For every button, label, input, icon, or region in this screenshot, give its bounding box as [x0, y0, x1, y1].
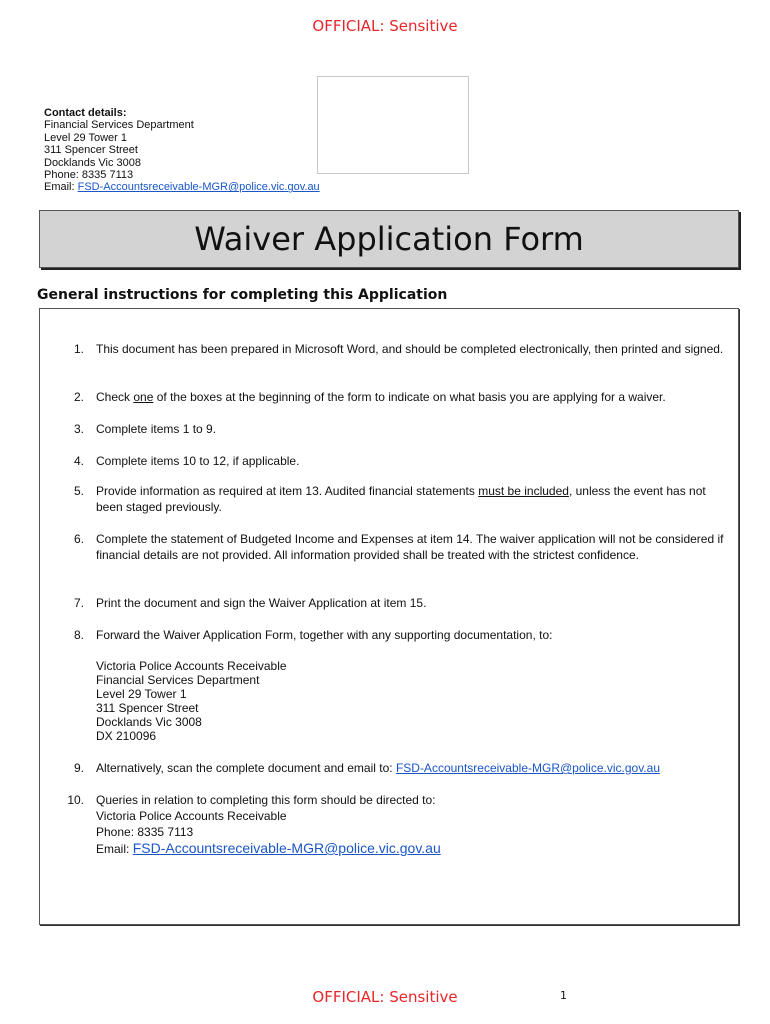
contact-email-row [44, 181, 320, 193]
contact-city: Docklands Vic 3008 [44, 156, 142, 169]
contact-email-label: Email: [44, 181, 75, 194]
page-number: 1 [560, 989, 567, 1002]
item-number: 7. [73, 596, 84, 610]
email-link[interactable]: FSD-Accountsreceivable-MGR@police.vic.gov.au [132, 840, 441, 856]
instructions-box [39, 308, 739, 925]
item-number: 3. [73, 422, 84, 436]
emphasis-underline: must be included [478, 484, 569, 498]
address-line: 311 Spencer Street [96, 701, 199, 715]
page-title: Waiver Application Form [194, 220, 584, 258]
item-text: Queries in relation to completing this form should be directed to: Victoria Police Accounts Receivable Phone: 8335 7113 Email: FSD-Accountsreceivable-MGR@police.vic.gov.au [96, 793, 441, 856]
item-text: Complete items 10 to 12, if applicable. [96, 454, 300, 468]
classification-footer: OFFICIAL: Sensitive [312, 988, 458, 1006]
emphasis-underline: one [133, 390, 154, 404]
item-text: This document has been prepared in Microsoft Word, and should be completed electronically, then printed and signed. [96, 342, 724, 356]
contact-email-link[interactable]: FSD-Accountsreceivable-MGR@police.vic.gov.au [77, 181, 320, 194]
item-text: Complete the statement of Budgeted Income and Expenses at item 14. The waiver application will not be considered if financial details are not provided. All information provided shall be treated with the strictest confidence. [96, 532, 724, 562]
classification-header: OFFICIAL: Sensitive [312, 17, 458, 35]
address-line: Financial Services Department [96, 673, 260, 687]
item-number: 2. [73, 390, 84, 404]
item-text: Forward the Waiver Application Form, together with any supporting documentation, to: Victoria Police Accounts Receivable Financial Services Department Level 29 Tower 1 311 Spencer Street Docklands Vic 3008 DX 210096 [96, 627, 732, 743]
address-line: Victoria Police Accounts Receivable [96, 659, 287, 673]
contact-department: Financial Services Department [44, 119, 194, 132]
address-line: Docklands Vic 3008 [96, 715, 202, 729]
email-link[interactable]: FSD-Accountsreceivable-MGR@police.vic.gov.au [395, 761, 660, 775]
section-heading: General instructions for completing this Application [37, 287, 448, 303]
logo-placeholder [317, 76, 469, 174]
address-line: Level 29 Tower 1 [96, 687, 187, 701]
item-number: 4. [73, 454, 84, 468]
contact-level: Level 29 Tower 1 [44, 131, 127, 144]
item-number: 10. [67, 793, 84, 807]
address-line: DX 210096 [96, 729, 157, 743]
title-banner [39, 210, 739, 268]
item-number: 6. [73, 532, 84, 546]
item-text: Print the document and sign the Waiver Application at item 15. [96, 596, 427, 610]
contact-street: 311 Spencer Street [44, 144, 138, 157]
item-number: 5. [73, 484, 84, 498]
item-number: 1. [73, 342, 84, 356]
item-number: 9. [73, 761, 84, 775]
contact-heading: Contact details: [44, 107, 127, 119]
item-text: Provide information as required at item 13. Audited financial statements must be included, unless the event has not been staged previously. [96, 484, 706, 514]
item-text: Alternatively, scan the complete document and email to: FSD-Accountsreceivable-MGR@police.vic.gov.au [96, 761, 660, 775]
item-number: 8. [73, 628, 84, 642]
contact-details [44, 107, 320, 194]
item-text: Check one of the boxes at the beginning of the form to indicate on what basis you are applying for a waiver. [96, 390, 666, 404]
contact-phone: Phone: 8335 7113 [44, 169, 134, 182]
item-text: Complete items 1 to 9. [96, 422, 217, 436]
